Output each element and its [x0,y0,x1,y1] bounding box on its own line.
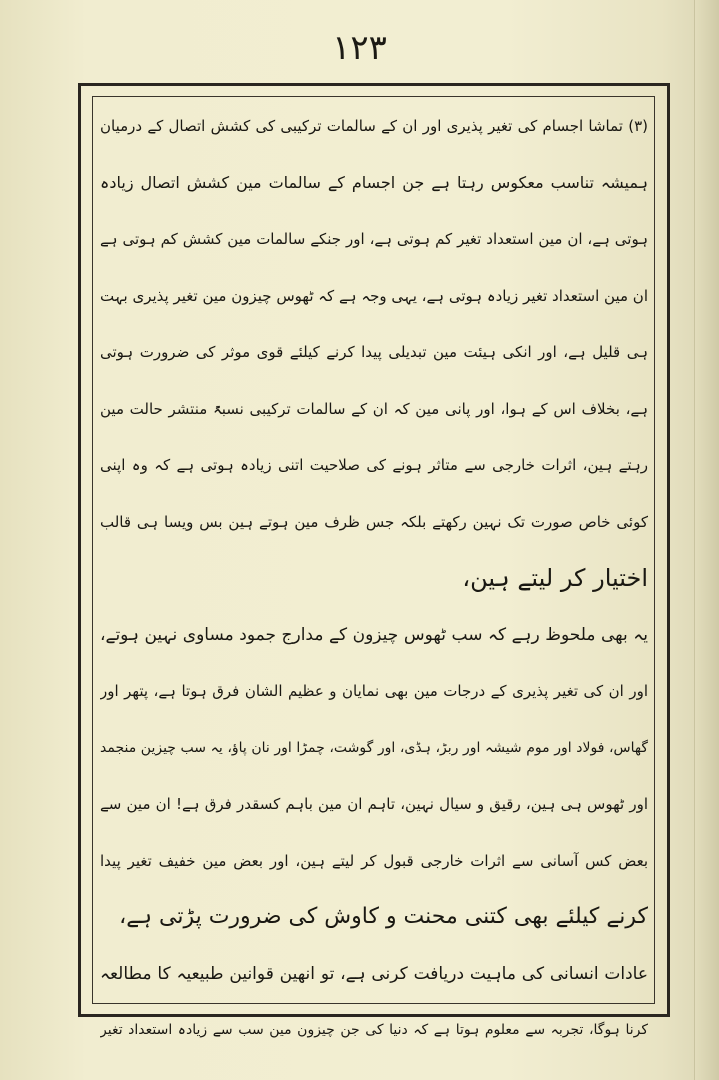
page-edge [694,0,719,1080]
text-line: اور ٹھوس ہی ہین، رقیق و سیال نہین، تاہم ان مین باہم کسقدر فرق ہے! ان مین سے [100,795,648,813]
text-line: (۳) تماشا اجسام کی تغیر پذیری اور ان کے سالمات ترکیبی کی کشش اتصال کے درمیان [100,117,648,135]
text-line: یہ بھی ملحوظ رہے کہ سب ٹھوس چیزون کے مدارج جمود مساوی نہین ہوتے، [100,624,648,645]
text-line: عادات انسانی کی ماہیت دریافت کرنی ہے، تو انھین قوانین طبیعیہ کا مطالعہ [100,963,648,984]
text-line: اختیار کر لیتے ہین، [462,564,648,592]
text-line: ہوتی ہے، ان مین استعداد تغیر کم ہوتی ہے، اور جنکے سالمات مین کشش کم ہوتی ہے [100,230,648,248]
text-line: اور ان کی تغیر پذیری کے درجات مین بھی نمایان و عظیم الشان فرق ہوتا ہے، پتھر اور [100,682,648,700]
text-line: ہی قلیل ہے، اور انکی ہیئت مین تبدیلی پیدا کرنے کیلئے قوی موثر کی ضرورت ہوتی [100,343,648,361]
text-line: گھاس، فولاد اور موم شیشہ اور ربڑ، ہڈی، اور گوشت، چمڑا اور نان پاؤ، یہ سب چیزین منجمد [100,739,648,756]
text-line: بعض کس آسانی سے اثرات خارجی قبول کر لیتے ہین، اور بعض مین خفیف تغیر پیدا [100,851,648,870]
text-line: رہتے ہین، اثرات خارجی سے متاثر ہونے کی صلاحیت اتنی زیادہ ہوتی ہے کہ وہ اپنی [100,456,648,474]
text-line: ہے، بخلاف اس کے ہوا، اور پانی مین کہ ان کے سالمات ترکیبی نسبۃً منتشر حالت مین [100,399,648,418]
body-text [100,98,648,1059]
page-number: ۱۲۳ [332,28,387,68]
text-line: کرنے کیلئے بھی کتنی محنت و کاوش کی ضرورت پڑتی ہے، [119,904,648,929]
text-line: ہمیشہ تناسب معکوس رہتا ہے جن اجسام کے سالمات مین کشش اتصال زیادہ [100,172,648,192]
text-line: کوئی خاص صورت تک نہین رکھتے بلکہ جس ظرف مین ہوتے ہین بس ویسا ہی قالب [100,512,648,531]
text-line: کرنا ہوگا، تجربہ سے معلوم ہوتا ہے کہ دنیا کی جن چیزون مین سب سے زیادہ استعداد تغیر [100,1022,648,1038]
text-line: ان مین استعداد تغیر زیادہ ہوتی ہے، یہی وجہ ہے کہ ٹھوس چیزون مین تغیر پذیری بہت [100,286,648,305]
